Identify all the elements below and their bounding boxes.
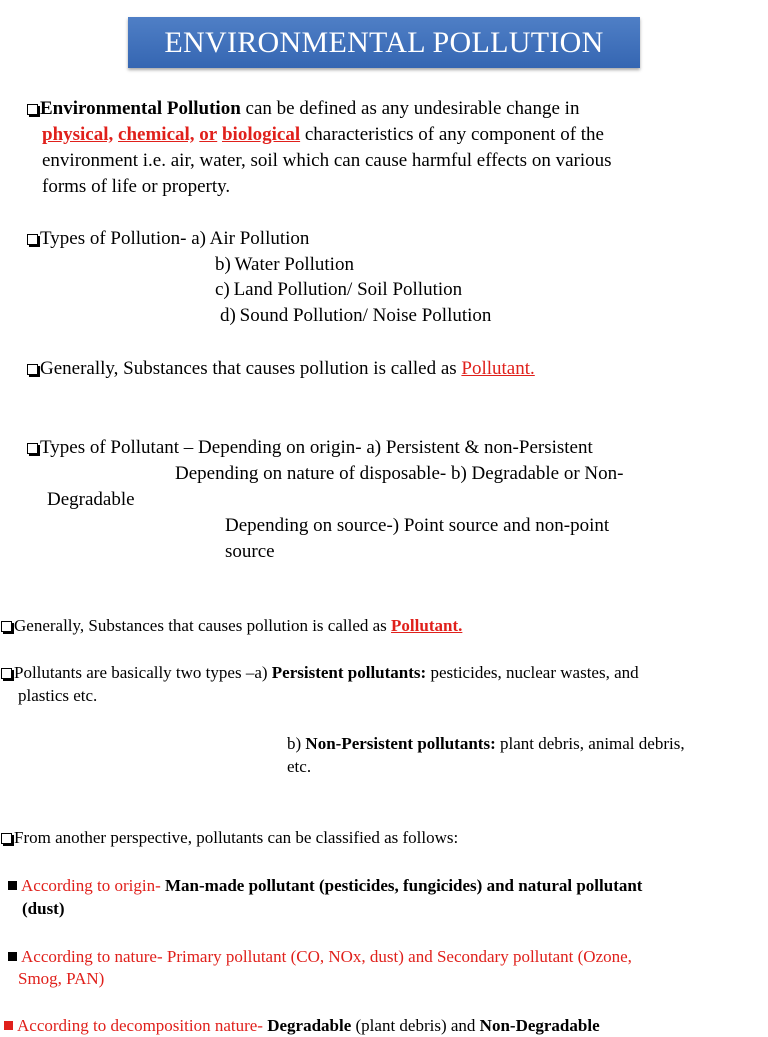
- generally-text-1: Generally, Substances that causes pollution is called as: [40, 358, 462, 379]
- square-bullet-icon: [4, 1021, 13, 1030]
- nature-bullet-cont: Smog, PAN): [18, 969, 105, 988]
- generally-statement-1: [27, 356, 535, 382]
- non-persistent-etc: etc.: [287, 757, 312, 776]
- nature-bullet: [8, 946, 632, 968]
- pollutant-term-1: Pollutant.: [461, 358, 535, 379]
- origin-text: Man-made pollutant (pesticides, fungicides) and natural pollutant: [165, 876, 643, 895]
- perspective-statement: [1, 827, 458, 849]
- non-persistent-line: [287, 733, 685, 755]
- definition-line-1: [27, 96, 727, 122]
- checkbox-bullet-icon: [1, 621, 12, 632]
- pollutant-types-line-4: Depending on source-) Point source and non-point: [225, 515, 610, 536]
- types-of-pollution: [27, 226, 309, 252]
- composition-mid: (plant debris) and: [351, 1016, 480, 1035]
- generally-statement-2: [1, 615, 462, 637]
- two-types-line-2: plastics etc.: [18, 686, 98, 705]
- persistent-term: Persistent pollutants:: [271, 663, 427, 682]
- checkbox-bullet-icon: [27, 104, 38, 115]
- two-types-lead: Pollutants are basically two types –a): [14, 663, 272, 682]
- square-bullet-icon: [8, 881, 17, 890]
- page-title: ENVIRONMENTAL POLLUTION: [128, 17, 640, 68]
- types-lead: Types of Pollution- a) Air Pollution: [40, 228, 310, 249]
- pollutant-types-line-5: source: [225, 541, 275, 562]
- two-types-line-1: [1, 662, 639, 684]
- generally-text-2: Generally, Substances that causes pollution is called as: [14, 616, 392, 635]
- checkbox-bullet-icon: [1, 668, 12, 679]
- square-bullet-icon: [8, 952, 17, 961]
- type-d: d) Sound Pollution/ Noise Pollution: [220, 305, 492, 326]
- non-persistent-term: Non-Persistent pollutants:: [305, 734, 496, 753]
- pollutant-term-2: Pollutant.: [391, 616, 463, 635]
- composition-bullet: [4, 1015, 600, 1037]
- definition-text-1: can be defined as any undesirable change in: [240, 98, 580, 119]
- checkbox-bullet-icon: [27, 443, 38, 454]
- checkbox-bullet-icon: [27, 234, 38, 245]
- origin-bullet: [8, 875, 642, 897]
- non-persistent-examples: plant debris, animal debris,: [495, 734, 685, 753]
- physical-term: physical,: [42, 124, 114, 145]
- biological-term: biological: [221, 124, 301, 145]
- checkbox-bullet-icon: [1, 833, 12, 844]
- pollutant-types-line-2: Depending on nature of disposable- b) Degradable or Non-: [175, 463, 624, 484]
- definition-line-4: forms of life or property.: [42, 176, 231, 197]
- pollutant-types-line-1: Types of Pollutant – Depending on origin- a) Persistent & non-Persistent: [40, 437, 593, 458]
- persistent-examples: pesticides, nuclear wastes, and: [426, 663, 639, 682]
- or-term: or: [199, 124, 218, 145]
- definition-term: Environmental Pollution: [40, 98, 241, 119]
- b-prefix: b): [287, 734, 306, 753]
- definition-text-2: characteristics of any component of the: [300, 124, 604, 145]
- origin-label: According to origin-: [21, 876, 165, 895]
- nature-line-1: According to nature- Primary pollutant (CO, NOx, dust) and Secondary pollutant (Ozone,: [21, 947, 632, 966]
- pollutant-types-line-3: Degradable: [47, 489, 135, 510]
- definition-line-3: environment i.e. air, water, soil which can cause harmful effects on various: [42, 150, 612, 171]
- chemical-term: chemical,: [118, 124, 195, 145]
- checkbox-bullet-icon: [27, 364, 38, 375]
- composition-label: According to decomposition nature-: [17, 1016, 268, 1035]
- type-b: b) Water Pollution: [215, 254, 354, 275]
- definition-line-2: [42, 122, 604, 148]
- composition-non-degradable: Non-Degradable: [479, 1016, 600, 1035]
- types-of-pollutant: [27, 435, 593, 461]
- composition-degradable: Degradable: [267, 1016, 352, 1035]
- perspective-text: From another perspective, pollutants can be classified as follows:: [14, 828, 459, 847]
- origin-bullet-cont: (dust): [22, 899, 65, 918]
- type-c: c) Land Pollution/ Soil Pollution: [215, 279, 463, 300]
